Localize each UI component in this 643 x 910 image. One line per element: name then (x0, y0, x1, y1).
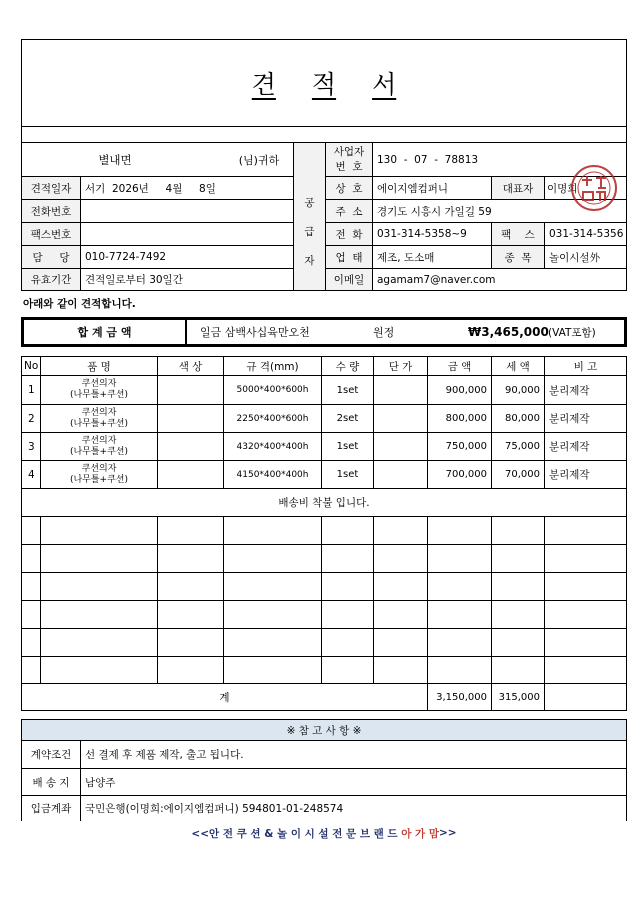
client-value-manager: 010-7724-7492 (85, 251, 167, 263)
item-name-line2: (나무틀+쿠션) (69, 390, 129, 400)
supplier-phone: 031-314-5358~9 (377, 228, 467, 240)
item-name-line2: (나무틀+쿠션) (69, 446, 129, 457)
total-vat-note: (VAT포함) (548, 326, 596, 339)
row-unit-price (374, 376, 427, 404)
row-amount: 800,000 (445, 413, 487, 424)
client-label-validity: 유효기간 (22, 269, 80, 290)
row-unit-price (374, 433, 427, 460)
recipient-suffix: (님)귀하 (238, 153, 280, 167)
sum-label: 계 (219, 692, 230, 704)
row-no: 3 (28, 440, 35, 453)
title-char: 견 (251, 70, 276, 99)
row-note: 분리제작 (549, 384, 590, 397)
supplier-label-company: 상 호 (326, 177, 372, 199)
supplier-label-bizitem: 종 목 (492, 246, 544, 268)
col-header-amount: 금 액 (447, 360, 472, 373)
bizno-label-line1: 사업자 (333, 145, 365, 158)
supplier-side-char: 자 (304, 255, 315, 267)
row-unit-price (374, 461, 427, 488)
notes-label-account: 입금계좌 (30, 803, 72, 815)
title-char: 서 (372, 70, 397, 99)
row-qty: 1set (336, 384, 359, 396)
page-title (234, 65, 414, 101)
row-amount: 900,000 (445, 384, 487, 396)
recipient-name: 별내면 (98, 152, 132, 167)
item-name-line2: (나무틀+쿠션) (69, 474, 129, 485)
row-color (158, 405, 223, 432)
supplier-label-bizno (326, 143, 372, 176)
total-won-label: 원정 (373, 326, 395, 339)
supplier-ceo: 이명희 (547, 182, 578, 195)
notes-value-contract: 선 결제 후 제품 제작, 출고 됩니다. (85, 749, 244, 761)
notes-label-contract: 계약조건 (30, 749, 72, 761)
row-no: 2 (28, 412, 35, 425)
client-value-validity: 견적일로부터 30일간 (85, 274, 183, 286)
notes-header: ※ 참 고 사 항 ※ (22, 720, 626, 740)
supplier-label-biztype: 업 태 (326, 246, 372, 268)
footer-slogan (21, 824, 627, 842)
intro-text: 아래와 같이 견적합니다. (23, 297, 136, 310)
col-header-unit-price: 단 가 (388, 360, 413, 373)
row-item-name (41, 433, 157, 460)
row-item-name (41, 405, 157, 432)
row-qty: 1set (336, 469, 359, 480)
row-item-name (41, 461, 157, 488)
item-name-line1: 쿠션의자 (81, 379, 117, 389)
supplier-side-label (294, 143, 325, 290)
row-amount: 700,000 (445, 469, 487, 480)
row-note: 분리제작 (549, 441, 590, 453)
bizno-label-line2: 번 호 (335, 160, 363, 173)
item-name-line1: 쿠션의자 (81, 407, 117, 418)
sum-tax: 315,000 (498, 692, 540, 703)
footer-prefix: <<안 전 쿠 션 & 놀 이 시 설 전 문 브 랜 드 (191, 827, 402, 840)
item-name-line1: 쿠션의자 (81, 435, 117, 446)
supplier-address: 경기도 시흥시 가일길 59 (377, 205, 492, 218)
row-note: 분리제작 (549, 469, 590, 481)
row-item-name (41, 376, 157, 404)
row-color (158, 461, 223, 488)
shipping-note: 배송비 착불 입니다. (278, 497, 370, 509)
item-name-line2: (나무틀+쿠션) (69, 418, 129, 429)
notes-label-delivery: 배 송 지 (32, 776, 70, 789)
row-spec: 2250*400*600h (236, 413, 309, 424)
col-header-spec: 규 격(mm) (246, 360, 299, 373)
title-char: 적 (311, 70, 337, 99)
row-note: 분리제작 (549, 413, 590, 425)
client-value-fax (81, 223, 293, 245)
title-box (21, 39, 627, 127)
row-tax: 70,000 (505, 469, 540, 480)
row-color (158, 376, 223, 404)
supplier-label-address: 주 소 (326, 200, 372, 222)
row-no: 4 (28, 468, 35, 481)
footer-brand: 아 가 맘 (401, 827, 439, 840)
client-value-date: 서기 2026년 4월 8일 (85, 182, 216, 195)
supplier-side-char: 급 (304, 226, 315, 238)
client-label-phone: 전화번호 (22, 200, 80, 222)
col-header-no: No (24, 360, 39, 372)
supplier-company: 에이지엠컴퍼니 (377, 182, 449, 195)
supplier-label-fax: 팩 스 (492, 223, 544, 245)
row-spec: 5000*400*600h (236, 385, 309, 395)
total-amount: ₩3,465,000 (468, 325, 549, 339)
col-header-qty: 수 량 (335, 360, 360, 373)
col-header-color: 색 상 (178, 360, 203, 373)
sum-amount: 3,150,000 (436, 692, 487, 703)
row-unit-price (374, 405, 427, 432)
footer-suffix: >> (438, 827, 457, 839)
col-header-tax: 세 액 (506, 360, 530, 373)
client-label-fax: 팩스번호 (22, 223, 80, 245)
supplier-bizno: 130 - 07 - 78813 (377, 153, 479, 166)
supplier-side-char: 공 (304, 197, 315, 209)
supplier-label-phone: 전 화 (326, 223, 372, 245)
row-tax: 80,000 (505, 413, 540, 424)
row-qty: 2set (336, 413, 359, 424)
row-spec: 4320*400*400h (236, 441, 309, 452)
supplier-label-ceo: 대표자 (492, 177, 544, 199)
row-no: 1 (28, 384, 35, 396)
row-amount: 750,000 (445, 441, 487, 452)
row-color (158, 433, 223, 460)
client-label-date: 견적일자 (22, 177, 80, 199)
supplier-bizitem: 놀이시설外 (549, 251, 601, 264)
row-spec: 4150*400*400h (236, 469, 309, 480)
client-value-phone (81, 200, 293, 222)
row-tax: 90,000 (505, 384, 540, 396)
supplier-fax: 031-314-5356 (549, 228, 624, 240)
col-header-name: 품 명 (87, 360, 111, 373)
notes-value-delivery: 남양주 (85, 776, 116, 789)
col-header-note: 비 고 (573, 360, 598, 373)
total-korean: 일금 삼백사십육만오천 (200, 326, 310, 339)
total-label: 합 계 금 액 (77, 326, 132, 339)
supplier-email[interactable]: agamam7@naver.com (377, 273, 496, 286)
row-qty: 1set (336, 441, 359, 452)
supplier-label-email: 이메일 (326, 269, 372, 290)
row-tax: 75,000 (505, 441, 540, 452)
client-label-manager: 담 당 (22, 246, 80, 268)
item-name-line1: 쿠션의자 (81, 463, 117, 474)
notes-value-account: 국민은행(이명희:에이지엠컴퍼니) 594801-01-248574 (85, 803, 344, 815)
spacer-row (21, 126, 627, 142)
supplier-biztype: 제조, 도소매 (377, 251, 435, 264)
